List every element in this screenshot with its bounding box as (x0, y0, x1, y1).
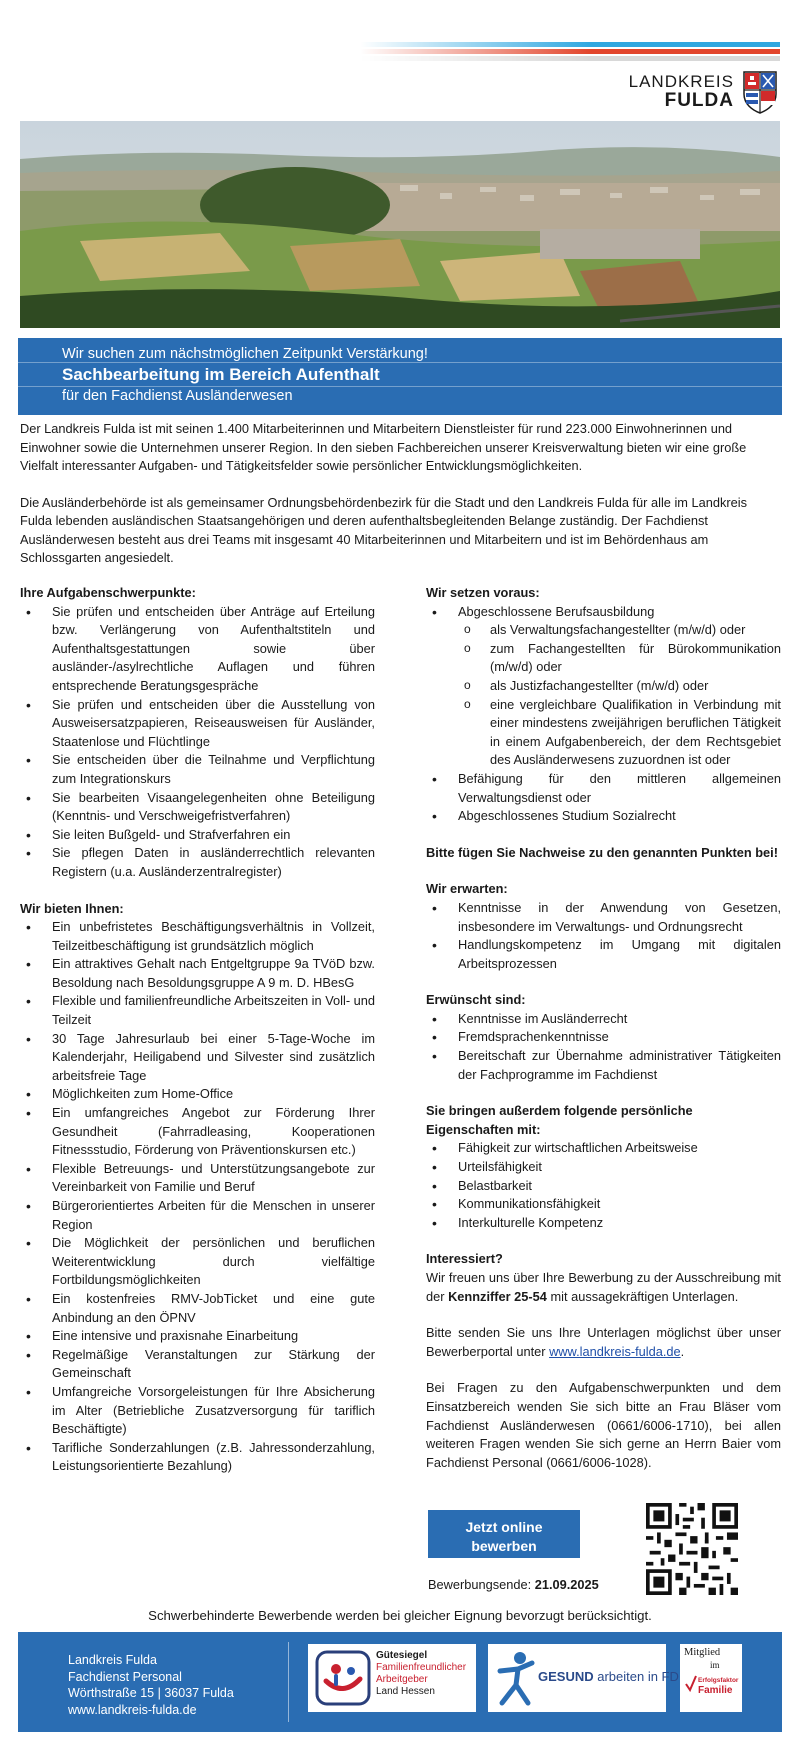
footer-website-link[interactable]: www.landkreis-fulda.de (68, 1702, 197, 1717)
list-item: • Umfangreiche Vorsorgeleistungen für Ihre Absicherung im Alter (Betriebliche Zusatzversorgung für tariflich Beschäftigte) (20, 1383, 375, 1439)
list-item: • Handlungskompetenz im Umgang mit digitalen Arbeitsprozessen (426, 936, 781, 973)
list-item: • Interkulturelle Kompetenz (426, 1214, 781, 1233)
list-item: • Urteilsfähigkeit (426, 1158, 781, 1177)
list-item: • Sie bearbeiten Visaangelegenheiten ohne Beteiligung (Kenntnis- und Verschweigefristverfahren) (20, 789, 375, 826)
portal-text: Bitte senden Sie uns Ihre Unterlagen möglichst über unser Bewerberportal unter www.landkreis-fulda.de. (426, 1325, 781, 1359)
job-department: für den Fachdienst Ausländerwesen (62, 388, 293, 404)
logo-text-line1: LANDKREIS (628, 72, 734, 92)
badge-erfolgsfaktor-familie: Mitglied im Erfolgsfaktor Familie (680, 1644, 742, 1712)
stripe-red (360, 49, 780, 54)
list-item: • Abgeschlossenes Studium Sozialrecht (426, 807, 781, 826)
stripe-grey (360, 56, 780, 61)
job-title: Sachbearbeitung im Bereich Aufenthalt (62, 365, 380, 384)
footer-address: Landkreis Fulda Fachdienst Personal Wörthstraße 15 | 36037 Fulda www.landkreis-fulda.de (68, 1653, 234, 1717)
list-item: • Sie prüfen und entscheiden über die Ausstellung von Ausweisersatzpapieren, Reiseausweisen für Ausländer, Staatenlose und Flüchtlinge (20, 696, 375, 752)
list-item: • Tarifliche Sonderzahlungen (z.B. Jahressonderzahlung, Leistungsorientierte Bezahlung) (20, 1439, 375, 1476)
list-item: • Eine intensive und praxisnahe Einarbeitung (20, 1327, 375, 1346)
list-item: • Sie leiten Bußgeld- und Strafverfahren ein (20, 826, 375, 845)
personal-list (426, 1139, 781, 1232)
apply-online-button[interactable] (428, 1510, 580, 1558)
list-item: • Sie prüfen und entscheiden über Anträge auf Erteilung bzw. Verlängerung von Aufenthaltstiteln und Aufenthaltsgestattungen sowie über ausländer-/asylrechtliche Auflagen und führen entsprechende Beratungsgespräche (20, 603, 375, 696)
hero-landscape-image (20, 121, 780, 328)
contact-questions: Bei Fragen zu den Aufgabenschwerpunkten und dem Einsatzbereich wenden Sie sich bitte an Frau Bläser vom Fachdienst Ausländerwesen (0661/6006-1710), bei allen weiteren Fragen wenden Sie sich gerne an Herrn Baier vom Fachdienst Personal (0661/6006-1028). (426, 1380, 781, 1470)
list-item: • Sie entscheiden über die Teilnahme und Verpflichtung zum Integrationskurs (20, 751, 375, 788)
training-options-list (458, 621, 781, 770)
running-person-icon (494, 1649, 540, 1707)
list-item: • Bürgerorientiertes Arbeiten für die Menschen in unserer Region (20, 1197, 375, 1234)
badge-family-friendly-employer: Gütesiegel Familienfreundlicher Arbeitgeber Land Hessen (308, 1644, 476, 1712)
offer-heading: Wir bieten Ihnen: (20, 900, 124, 916)
desired-list (426, 1010, 781, 1084)
interested-text: Wir freuen uns über Ihre Bewerbung zu der Ausschreibung mit der Kennziffer 25-54 mit aussagekräftigen Unterlagen. (426, 1270, 781, 1304)
intro-text (20, 420, 782, 586)
list-item: • Flexible Betreuungs- und Unterstützungsangebote zur Vereinbarkeit von Familie und Beruf (20, 1160, 375, 1197)
list-item: • Sie pflegen Daten in ausländerrechtlich relevanten Registern (u.a. Ausländerzentralregister) (20, 844, 375, 881)
tasks-list (20, 603, 375, 882)
banner-intro: Wir suchen zum nächstmöglichen Zeitpunkt Verstärkung! (62, 346, 428, 362)
personal-heading: Sie bringen außerdem folgende persönliche Eigenschaften mit: (426, 1103, 693, 1137)
list-item: • Fähigkeit zur wirtschaftlichen Arbeitsweise (426, 1139, 781, 1158)
disability-note: Schwerbehinderte Bewerbende werden bei gleicher Eignung bevorzugt berücksichtigt. (148, 1608, 652, 1623)
list-item: • Die Möglichkeit der persönlichen und beruflichen Weiterentwicklung durch vielfältige Fortbildungsmöglichkeiten (20, 1234, 375, 1290)
list-item: • Ein kostenfreies RMV-JobTicket und eine gute Anbindung an den ÖPNV (20, 1290, 375, 1327)
list-item: • 30 Tage Jahresurlaub bei einer 5-Tage-Woche im Kalenderjahr, Heiligabend und Silvester sind zusätzlich arbeitsfreie Tage (20, 1030, 375, 1086)
checkmark-icon (684, 1674, 698, 1692)
list-item: • Ein attraktives Gehalt nach Entgeltgruppe 9a TVöD bzw. Besoldung nach Besoldungsgruppe A 9 m. D. HBesG (20, 955, 375, 992)
proof-note: Bitte fügen Sie Nachweise zu den genannten Punkten bei! (426, 844, 778, 860)
left-column (20, 584, 375, 1476)
right-column (426, 584, 781, 1472)
list-item: • Belastbarkeit (426, 1177, 781, 1196)
header-stripes (360, 42, 780, 62)
family-seal-icon (314, 1649, 372, 1707)
deadline-date: 21.09.2025 (534, 1577, 599, 1592)
requirement-training: Abgeschlossene Berufsausbildung (458, 603, 655, 619)
list-item: • Kenntnisse in der Anwendung von Gesetzen, insbesondere im Verwaltungs- und Ordnungsrecht (426, 899, 781, 936)
logo-text-line2: FULDA (664, 89, 734, 111)
reference-number: Kennziffer 25-54 (448, 1288, 547, 1304)
footer (18, 1632, 782, 1732)
intro-paragraph-1: Der Landkreis Fulda ist mit seinen 1.400 Mitarbeiterinnen und Mitarbeitern Dienstleister für rund 223.000 Einwohnerinnen und Einwohner sowie die Unternehmen unserer Region. In den sieben Fachbereichen unserer Kreisverwaltung bieten wir eine große Vielfalt interessanter Aufgaben- und Tätigkeitsfelder sowie persönlicher Entwicklungsmöglichkeiten. (20, 421, 747, 473)
list-item: • Kommunikationsfähigkeit (426, 1195, 781, 1214)
list-item: • Ein umfangreiches Angebot zur Förderung Ihrer Gesundheit (Fahrradleasing, Kooperationen Fitnessstudio, Förderung von Präventionskursen etc.) (20, 1104, 375, 1160)
interested-heading: Interessiert? (426, 1251, 503, 1267)
list-item: • Regelmäßige Veranstaltungen zur Stärkung der Gemeinschaft (20, 1346, 375, 1383)
requirements-heading: Wir setzen voraus: (426, 585, 540, 600)
list-item: • Bereitschaft zur Übernahme administrativer Tätigkeiten der Fachprogramme im Fachdienst (426, 1047, 781, 1084)
sub-list-item: o eine vergleichbare Qualifikation in Verbindung mit einer mindestens zweijährigen beruflichen Tätigkeit in einem Aufgabenbereich, der dem Rechtsgebiet des Ausländerwesens zuzuordnen ist oder (458, 696, 781, 770)
job-title-banner (18, 338, 782, 415)
tasks-heading: Ihre Aufgabenschwerpunkte: (20, 585, 196, 600)
list-item: • Ein unbefristetes Beschäftigungsverhältnis in Vollzeit, Teilzeitbeschäftigung ist grundsätzlich möglich (20, 918, 375, 955)
desired-heading: Erwünscht sind: (426, 992, 526, 1008)
intro-paragraph-2: Die Ausländerbehörde ist als gemeinsamer Ordnungsbehördenbezirk für die Stadt und den Landkreis Fulda für alle im Landkreis Fulda lebenden ausländischen Staatsangehörigen und deren aufenthaltsbegleitenden Belange zuständig. Der Fachdienst Ausländerwesen besteht aus drei Teams mit insgesamt 40 Mitarbeiterinnen und Mitarbeitern und ist im Behördenhaus am Schlossgarten angesiedelt. (20, 494, 747, 565)
sub-list-item: o zum Fachangestellten für Bürokommunikation (m/w/d) oder (458, 640, 781, 677)
sub-list-item: o als Verwaltungsfachangestellter (m/w/d) oder (458, 621, 781, 640)
list-item: • Flexible und familienfreundliche Arbeitszeiten in Voll- und Teilzeit (20, 992, 375, 1029)
application-deadline: Bewerbungsende: 21.09.2025 (428, 1577, 599, 1592)
list-item: • Fremdsprachenkenntnisse (426, 1028, 781, 1047)
expect-list (426, 899, 781, 973)
portal-link[interactable]: www.landkreis-fulda.de (549, 1343, 681, 1359)
coat-of-arms-icon (742, 70, 778, 114)
list-item (426, 603, 781, 770)
badge-gesund-arbeiten: GESUND arbeiten in FD (488, 1644, 666, 1712)
list-item: • Befähigung für den mittleren allgemeinen Verwaltungsdienst oder (426, 770, 781, 807)
sub-list-item: o als Justizfachangestellter (m/w/d) oder (458, 677, 781, 696)
apply-button-line1: Jetzt online (465, 1518, 543, 1535)
list-item: • Möglichkeiten zum Home-Office (20, 1085, 375, 1104)
landkreis-logo (629, 70, 778, 114)
apply-button-line2: bewerben (471, 1537, 537, 1554)
qr-code-icon[interactable] (646, 1503, 738, 1595)
stripe-blue (360, 42, 780, 47)
list-item: • Kenntnisse im Ausländerrecht (426, 1010, 781, 1029)
requirements-list (426, 603, 781, 826)
badge-gesund-text: GESUND (538, 1669, 594, 1684)
offer-list (20, 918, 375, 1476)
expect-heading: Wir erwarten: (426, 881, 508, 897)
